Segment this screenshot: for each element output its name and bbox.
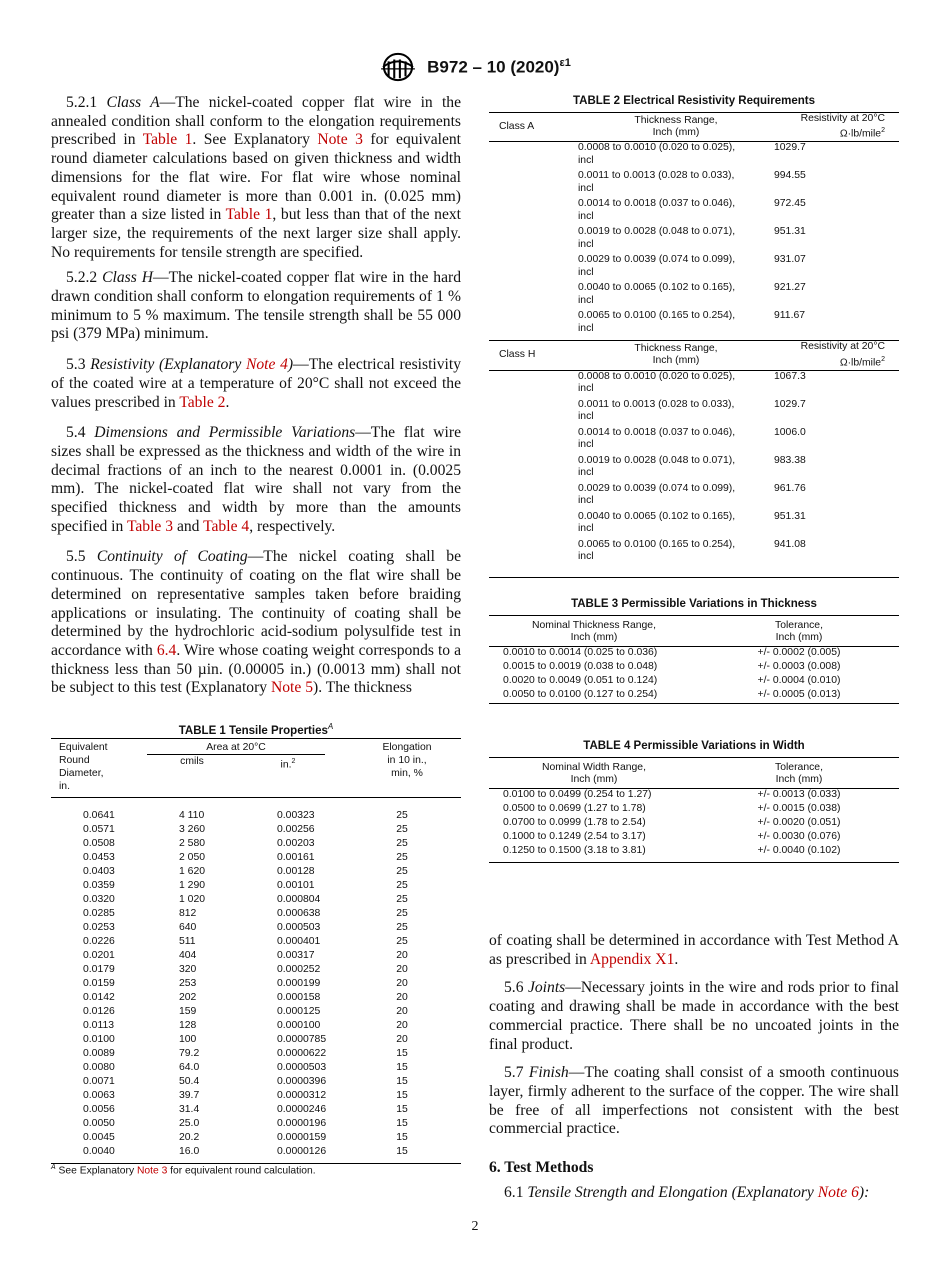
table-4-caption: TABLE 4 Permissible Variations in Width: [583, 740, 805, 752]
table-row: [51, 1103, 461, 1117]
thickness-range-cell: 0.0014 to 0.0018 (0.037 to 0.046), incl: [578, 198, 736, 222]
empty-cell: [489, 142, 578, 171]
empty-cell: [489, 539, 578, 567]
equivalent-diameter-cell: 0.0071: [83, 1076, 115, 1087]
elongation-cell: 20: [396, 1006, 408, 1017]
cmils-cell: 16.0: [179, 1146, 200, 1157]
table-row: [489, 142, 899, 171]
table-1-body: [51, 809, 461, 1159]
area-in2-cell: 0.0000622: [277, 1048, 327, 1059]
epsilon-superscript: ε1: [559, 56, 571, 69]
resistivity-cell: 1029.7: [774, 398, 806, 410]
resistivity-cell: 951.31: [774, 510, 806, 522]
astm-logo-icon: [379, 52, 417, 82]
range-cell: 0.1250 to 0.1500 (3.18 to 3.81): [503, 844, 646, 856]
table-row: [51, 1061, 461, 1075]
area-in2-cell: 0.000252: [277, 964, 321, 975]
elongation-cell: 25: [396, 936, 408, 947]
cmils-cell: 3 260: [179, 824, 206, 835]
table-row: [489, 675, 899, 689]
cmils-cell: 253: [179, 978, 197, 989]
cmils-cell: 320: [179, 964, 197, 975]
resistivity-cell: 911.67: [774, 310, 806, 322]
table-row: [51, 809, 461, 823]
resistivity-cell: 921.27: [774, 282, 806, 294]
table-row: [51, 1005, 461, 1019]
table-row: [489, 310, 899, 338]
table-row: [51, 1089, 461, 1103]
table-3-thickness-variations: [489, 615, 899, 704]
area-in2-cell: 0.000503: [277, 922, 321, 933]
equivalent-diameter-header: Equivalent Round Diameter, in.: [59, 742, 108, 792]
empty-cell: [489, 399, 578, 427]
tolerance-cell: +/- 0.0013 (0.033): [757, 788, 841, 800]
left-column-text: [51, 94, 461, 705]
tolerance-cell: +/- 0.0003 (0.008): [757, 660, 841, 672]
table-row: [51, 921, 461, 935]
area-in2-cell: 0.0000196: [277, 1118, 327, 1129]
elongation-cell: 25: [396, 908, 408, 919]
range-cell: 0.0100 to 0.0499 (0.254 to 1.27): [503, 788, 652, 800]
elongation-cell: 20: [396, 978, 408, 989]
cmils-cell: 511: [179, 936, 196, 947]
resistivity-header: Resistivity at 20°C Ω·lb/mile$^2$: [800, 341, 885, 369]
equivalent-diameter-cell: 0.0089: [83, 1048, 115, 1059]
area-in2-cell: 0.000401: [277, 936, 321, 947]
equivalent-diameter-cell: 0.0050: [83, 1118, 115, 1129]
paragraph-6-1: 6.1 Tensile Strength and Elongation (Explanatory Note 6):: [504, 1183, 870, 1201]
range-cell: 0.0020 to 0.0049 (0.051 to 0.124): [503, 674, 658, 686]
tolerance-cell: +/- 0.0004 (0.010): [757, 674, 841, 686]
elongation-cell: 15: [396, 1048, 408, 1059]
cmils-cell: 1 020: [179, 894, 206, 905]
thickness-range-cell: 0.0065 to 0.0100 (0.165 to 0.254), incl: [578, 310, 736, 334]
thickness-range-header: Nominal Thickness Range, Inch (mm): [532, 620, 656, 644]
empty-cell: [489, 427, 578, 455]
table-row: [489, 817, 899, 831]
table-row: [489, 370, 899, 399]
area-in2-cell: 0.000199: [277, 978, 321, 989]
table-2-class-header: [489, 341, 899, 370]
equivalent-diameter-cell: 0.0253: [83, 922, 115, 933]
thickness-range-cell: 0.0008 to 0.0010 (0.020 to 0.025), incl: [578, 370, 736, 394]
thickness-range-cell: 0.0065 to 0.0100 (0.165 to 0.254), incl: [578, 538, 736, 562]
table-row: [489, 539, 899, 567]
table-2-resistivity: [489, 112, 899, 578]
paragraph-5-6: 5.6 Joints—Necessary joints in the wire and rods prior to final coating and drawing shall be made in accordance with the best commercial practice. There shall be no uncoated joints in the final product.: [489, 979, 899, 1053]
elongation-cell: 25: [396, 866, 408, 877]
empty-cell: [489, 310, 578, 338]
equivalent-diameter-cell: 0.0359: [83, 880, 115, 891]
paragraph-5-5: 5.5 Continuity of Coating—The nickel coating shall be continuous. The continuity of coating on the flat wire shall be determined on representative samples taken before braiding applications or insulating. The continuity of coating shall be determined by the hydrochloric acid-sodium polysulfide test in accordance with 6.4. Wire whose coating weight corresponds to a thickness less than 50 µin. (0.00005 in.) (0.0013 mm) shall not be subject to this test (Explanatory Note 5). The thickness: [51, 548, 462, 697]
elongation-header: Elongation in 10 in., min, %: [382, 742, 432, 779]
area-in2-cell: 0.00101: [277, 880, 315, 891]
table-4-width-variations: [489, 757, 899, 863]
elongation-cell: 20: [396, 950, 408, 961]
resistivity-cell: 1029.7: [774, 142, 806, 154]
empty-cell: [489, 483, 578, 511]
cmils-cell: 2 050: [179, 852, 206, 863]
empty-cell: [489, 455, 578, 483]
paragraph-5-4: 5.4 Dimensions and Permissible Variations—The flat wire sizes shall be expressed as the thickness and width of the wire in decimal fractions of an inch to the nearest 0.0001 in. (0.0025 mm). The nickel-coated flat wire shall not vary from the specified thickness and width by more than the amounts specified in Table 3 and Table 4, respectively.: [51, 424, 461, 535]
cmils-cell: 1 620: [179, 866, 206, 877]
table-row: [51, 879, 461, 893]
range-cell: 0.0010 to 0.0014 (0.025 to 0.036): [503, 646, 658, 658]
table-row: [51, 1047, 461, 1061]
table-row: [51, 837, 461, 851]
thickness-range-cell: 0.0040 to 0.0065 (0.102 to 0.165), incl: [578, 282, 736, 306]
table-2-link[interactable]: Table 2: [179, 393, 226, 411]
appendix-x1-link[interactable]: Appendix X1: [589, 950, 675, 968]
table-3-caption: TABLE 3 Permissible Variations in Thickness: [571, 598, 817, 610]
resistivity-cell: 961.76: [774, 482, 806, 494]
area-in2-cell: 0.00323: [277, 810, 315, 821]
table-2-class-header: [489, 113, 899, 142]
empty-cell: [489, 282, 578, 310]
table-row: [489, 254, 899, 282]
page-header: [0, 52, 950, 82]
table-4-body: [489, 788, 899, 859]
resistivity-cell: 941.08: [774, 538, 806, 550]
elongation-cell: 25: [396, 922, 408, 933]
table-4-link[interactable]: Table 4: [203, 517, 250, 535]
table-3-header: [489, 616, 899, 647]
table-row: [489, 399, 899, 427]
elongation-cell: 20: [396, 1020, 408, 1031]
section-6-heading: 6. Test Methods: [489, 1159, 594, 1177]
table-row: [489, 788, 899, 803]
table-row: [489, 455, 899, 483]
cmils-cell: 128: [179, 1020, 197, 1031]
resistivity-cell: 983.38: [774, 454, 806, 466]
table-row: [489, 198, 899, 226]
area-in2-cell: 0.00256: [277, 824, 315, 835]
equivalent-diameter-cell: 0.0142: [83, 992, 115, 1003]
area-in2-cell: 0.00128: [277, 866, 315, 877]
page-number: 2: [471, 1219, 479, 1234]
resistivity-cell: 951.31: [774, 226, 806, 238]
thickness-range-cell: 0.0029 to 0.0039 (0.074 to 0.099), incl: [578, 254, 736, 278]
equivalent-diameter-cell: 0.0403: [83, 866, 115, 877]
cmils-cell: 100: [179, 1034, 197, 1045]
tolerance-cell: +/- 0.0040 (0.102): [757, 844, 841, 856]
range-cell: 0.0500 to 0.0699 (1.27 to 1.78): [503, 802, 646, 814]
elongation-cell: 15: [396, 1132, 408, 1143]
table-3-body: [489, 646, 899, 703]
thickness-range-header: Thickness Range, Inch (mm): [634, 114, 718, 139]
equivalent-diameter-cell: 0.0045: [83, 1132, 115, 1143]
class-a-label: Class A: [499, 120, 535, 132]
area-in2-cell: 0.000804: [277, 894, 321, 905]
thickness-range-cell: 0.0019 to 0.0028 (0.048 to 0.071), incl: [578, 226, 736, 250]
equivalent-diameter-cell: 0.0063: [83, 1090, 115, 1101]
resistivity-cell: 1006.0: [774, 426, 806, 438]
empty-cell: [489, 198, 578, 226]
area-in2-cell: 0.00317: [277, 950, 315, 961]
area-in2-cell: 0.0000396: [277, 1076, 327, 1087]
class-h-label: Class H: [499, 349, 536, 361]
area-in2-cell: 0.0000126: [277, 1146, 327, 1157]
elongation-cell: 15: [396, 1146, 408, 1157]
note-3-link[interactable]: Note 3: [317, 131, 363, 149]
thickness-range-cell: 0.0029 to 0.0039 (0.074 to 0.099), incl: [578, 482, 736, 506]
table-row: [51, 823, 461, 837]
cmils-cell: 64.0: [179, 1062, 200, 1073]
table-row: [51, 1033, 461, 1047]
tolerance-cell: +/- 0.0002 (0.005): [757, 646, 841, 658]
equivalent-diameter-cell: 0.0040: [83, 1146, 115, 1157]
thickness-range-cell: 0.0011 to 0.0013 (0.028 to 0.033), incl: [578, 170, 735, 194]
tolerance-cell: +/- 0.0020 (0.051): [757, 816, 841, 828]
note-3-link[interactable]: Note 3: [136, 1165, 168, 1177]
thickness-range-cell: 0.0040 to 0.0065 (0.102 to 0.165), incl: [578, 510, 736, 534]
equivalent-diameter-cell: 0.0285: [83, 908, 115, 919]
elongation-cell: 25: [396, 894, 408, 905]
cmils-cell: 812: [179, 908, 197, 919]
note-6-link[interactable]: Note 6: [817, 1183, 859, 1201]
paragraph-5-2-1: 5.2.1 Class A—The nickel-coated copper flat wire in the annealed condition shall conform to the elongation requirements prescribed in Table 1. See Explanatory Note 3 for equivalent round diameter calculations based on given thickness and width dimensions for the flat wire. For flat wire whose nominal equivalent round diameter is more than 0.001 in. (0.025 mm) greater than a size listed in Table 1, but less than that of the next larger size, the requirements of the next larger size shall apply. No requirements for tensile strength are specified.: [51, 94, 461, 261]
area-in2-cell: 0.000125: [277, 1006, 321, 1017]
table-1-caption: TABLE 1 Tensile Properties$^A$: [178, 722, 334, 737]
width-range-header: Nominal Width Range, Inch (mm): [542, 762, 646, 786]
table-1-link[interactable]: Table 1: [225, 206, 273, 224]
area-in2-cell: 0.0000312: [277, 1090, 327, 1101]
resistivity-header: Resistivity at 20°C Ω·lb/mile$^2$: [800, 113, 885, 140]
table-row: [51, 977, 461, 991]
elongation-cell: 20: [396, 992, 408, 1003]
table-row: [51, 1145, 461, 1159]
table-row: [489, 170, 899, 198]
thickness-range-cell: 0.0014 to 0.0018 (0.037 to 0.046), incl: [578, 426, 736, 450]
table-1-footnote: $^A$ See Explanatory Note 3 for equivalent round calculation.: [51, 1164, 316, 1177]
cmils-cell: 39.7: [179, 1090, 200, 1101]
table-row: [489, 689, 899, 704]
equivalent-diameter-cell: 0.0226: [83, 936, 115, 947]
elongation-cell: 25: [396, 852, 408, 863]
elongation-cell: 20: [396, 1034, 408, 1045]
elongation-cell: 15: [396, 1118, 408, 1129]
equivalent-diameter-cell: 0.0320: [83, 894, 115, 905]
thickness-range-cell: 0.0011 to 0.0013 (0.028 to 0.033), incl: [578, 398, 735, 422]
equivalent-diameter-cell: 0.0641: [83, 810, 115, 821]
table-2-caption: TABLE 2 Electrical Resistivity Requirements: [572, 95, 815, 107]
elongation-cell: 15: [396, 1104, 408, 1115]
elongation-cell: 25: [396, 838, 408, 849]
table-row: [489, 661, 899, 675]
paragraph-5-7: 5.7 Finish—The coating shall consist of a smooth continuous layer, firmly adherent to the surface of the copper. The wire shall be free of all imperfections not consistent with the best commercial practice.: [489, 1064, 899, 1138]
table-row: [489, 511, 899, 539]
equivalent-diameter-cell: 0.0508: [83, 838, 115, 849]
resistivity-cell: 1067.3: [774, 370, 806, 382]
equivalent-diameter-cell: 0.0453: [83, 852, 115, 863]
table-row: [51, 1117, 461, 1131]
equivalent-diameter-cell: 0.0113: [83, 1020, 115, 1031]
tolerance-header: Tolerance, Inch (mm): [775, 762, 823, 786]
elongation-cell: 20: [396, 964, 408, 975]
cmils-cell: 640: [179, 922, 197, 933]
thickness-range-cell: 0.0008 to 0.0010 (0.020 to 0.025), incl: [578, 142, 736, 166]
cmils-cell: 202: [179, 992, 197, 1003]
equivalent-diameter-cell: 0.0100: [83, 1034, 115, 1045]
elongation-cell: 25: [396, 824, 408, 835]
table-row: [51, 963, 461, 977]
range-cell: 0.0700 to 0.0999 (1.78 to 2.54): [503, 816, 646, 828]
resistivity-cell: 931.07: [774, 254, 806, 266]
table-row: [489, 803, 899, 817]
table-row: [51, 1075, 461, 1089]
table-row: [489, 845, 899, 859]
tolerance-cell: +/- 0.0030 (0.076): [757, 830, 841, 842]
cmils-cell: 404: [179, 950, 197, 961]
equivalent-diameter-cell: 0.0056: [83, 1104, 115, 1115]
tolerance-cell: +/- 0.0015 (0.038): [757, 802, 841, 814]
table-row: [51, 865, 461, 879]
table-4-header: [489, 758, 899, 789]
document-designation: B972 – 10 $(2020)^{\varepsilon 1}$: [427, 56, 571, 77]
area-in2-cell: 0.0000503: [277, 1062, 327, 1073]
elongation-cell: 15: [396, 1076, 408, 1087]
table-row: [51, 907, 461, 921]
table-row: [489, 646, 899, 661]
elongation-cell: 15: [396, 1090, 408, 1101]
paragraph-5-2-2: 5.2.2 Class H—The nickel-coated copper flat wire in the hard drawn condition shall conform to elongation requirements of 1 % minimum to 5 % maximum. The tensile strength shall be 55 000 psi (379 MPa) minimum.: [51, 269, 462, 343]
elongation-cell: 15: [396, 1062, 408, 1073]
empty-cell: [489, 511, 578, 539]
elongation-cell: 25: [396, 880, 408, 891]
cmils-cell: 31.4: [179, 1104, 200, 1115]
empty-cell: [489, 226, 578, 254]
table-row: [51, 949, 461, 963]
equivalent-diameter-cell: 0.0201: [83, 950, 115, 961]
table-row: [51, 1019, 461, 1033]
paragraph-5-3: 5.3 Resistivity (Explanatory Note 4)—The electrical resistivity of the coated wire at a temperature of 20°C shall not exceed the values prescribed in Table 2.: [51, 356, 461, 411]
empty-cell: [489, 254, 578, 282]
equivalent-diameter-cell: 0.0080: [83, 1062, 115, 1073]
table-row: [51, 893, 461, 907]
tolerance-header: Tolerance, Inch (mm): [775, 620, 823, 644]
area-in2-cell: 0.000100: [277, 1020, 321, 1031]
range-cell: 0.1000 to 0.1249 (2.54 to 3.17): [503, 830, 646, 842]
table-row: [51, 851, 461, 865]
table-1-link[interactable]: Table 1: [142, 131, 193, 149]
thickness-range-header: Thickness Range, Inch (mm): [634, 343, 718, 367]
right-column-text: [489, 932, 899, 1209]
equivalent-diameter-cell: 0.0159: [83, 978, 115, 989]
equivalent-diameter-cell: 0.0571: [83, 824, 115, 835]
empty-cell: [489, 370, 578, 399]
table-row: [489, 483, 899, 511]
area-in2-cell: 0.00203: [277, 838, 315, 849]
area-in2-cell: 0.000158: [277, 992, 321, 1003]
tolerance-cell: +/- 0.0005 (0.013): [757, 688, 841, 700]
table-1-tensile-properties: [51, 738, 461, 1164]
table-row: [51, 991, 461, 1005]
equivalent-diameter-cell: 0.0126: [83, 1006, 115, 1017]
cmils-cell: 50.4: [179, 1076, 200, 1087]
area-in2-cell: 0.0000159: [277, 1132, 327, 1143]
empty-cell: [489, 170, 578, 198]
cmils-cell: 79.2: [179, 1048, 200, 1059]
cmils-cell: 20.2: [179, 1132, 200, 1143]
cmils-cell: 25.0: [179, 1118, 200, 1129]
area-in2-cell: 0.0000246: [277, 1104, 327, 1115]
paragraph-5-5-continued: of coating shall be determined in accordance with Test Method A as prescribed in Appendix X1.: [489, 932, 899, 968]
spacer-row: [489, 569, 899, 578]
cmils-cell: 1 290: [179, 880, 206, 891]
range-cell: 0.0015 to 0.0019 (0.038 to 0.048): [503, 660, 658, 672]
area-in2-cell: 0.00161: [277, 852, 315, 863]
cmils-cell: 2 580: [179, 838, 206, 849]
cmils-cell: 159: [179, 1006, 197, 1017]
table-1-header: [51, 739, 461, 798]
cmils-cell: 4 110: [179, 810, 205, 821]
elongation-cell: 25: [396, 810, 408, 821]
equivalent-diameter-cell: 0.0179: [83, 964, 115, 975]
area-header: Area at 20°C cmils in.$^2$: [147, 739, 353, 798]
table-row: [489, 831, 899, 845]
table-3-link[interactable]: Table 3: [126, 517, 174, 535]
table-row: [489, 226, 899, 254]
note-4-link[interactable]: Note 4: [245, 356, 288, 374]
resistivity-cell: 972.45: [774, 198, 806, 210]
area-in2-cell: 0.0000785: [277, 1034, 327, 1045]
resistivity-cell: 994.55: [774, 170, 806, 182]
range-cell: 0.0050 to 0.0100 (0.127 to 0.254): [503, 688, 658, 700]
area-in2-cell: 0.000638: [277, 908, 321, 919]
note-5-link[interactable]: Note 5: [271, 679, 314, 697]
table-row: [489, 427, 899, 455]
table-row: [489, 282, 899, 310]
table-row: [51, 935, 461, 949]
section-6-4-link[interactable]: 6.4: [156, 641, 177, 659]
thickness-range-cell: 0.0019 to 0.0028 (0.048 to 0.071), incl: [578, 454, 736, 478]
table-row: [51, 1131, 461, 1145]
